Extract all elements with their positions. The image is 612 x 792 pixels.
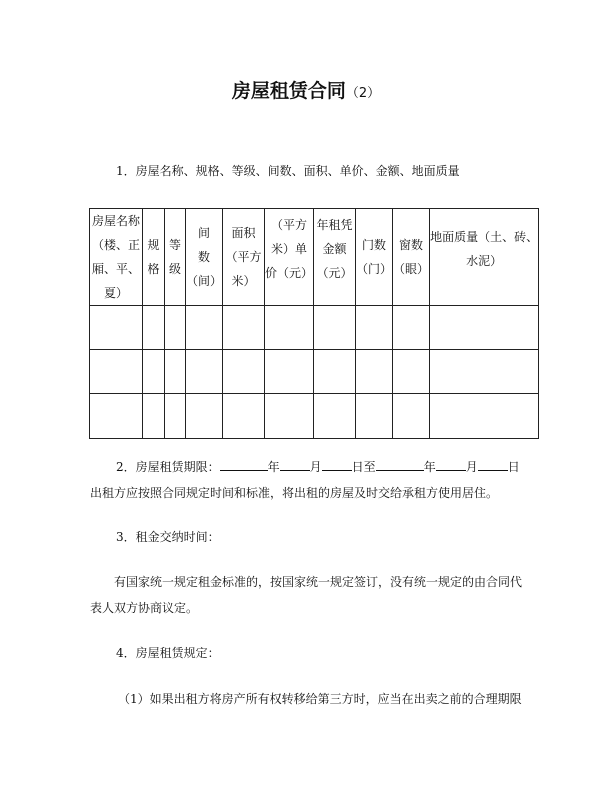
header-line: 水泥） [466, 254, 503, 268]
header-line: 级 [168, 262, 181, 276]
table-header-cell [90, 209, 143, 306]
header-line: 间 [198, 226, 211, 240]
header-line: （间） [186, 274, 223, 288]
header-line: 窗数 [399, 238, 424, 252]
table-header-cell [186, 209, 223, 306]
end-year-blank[interactable] [376, 458, 424, 471]
section-2-text: 出租方应按照合同规定时间和标准，将出租的房屋及时交给承租方使用居住。 [90, 486, 499, 500]
header-line: 面积 [231, 226, 256, 240]
header-line: 规 [147, 238, 160, 252]
start-year-blank[interactable] [220, 458, 268, 471]
header-line: （门） [356, 262, 393, 276]
table-header-cell [165, 209, 186, 306]
end-month-blank[interactable] [436, 458, 466, 471]
title-suffix: （2） [345, 86, 381, 101]
property-table [89, 208, 539, 439]
header-line: 金额 [322, 242, 347, 256]
header-line: 房屋名称 [91, 214, 140, 228]
header-line: 数 [198, 250, 211, 264]
table-header-cell [223, 209, 265, 306]
day-label: 日 [507, 460, 520, 474]
header-line: （平方 [225, 250, 262, 264]
section-2-heading [116, 458, 520, 475]
table-header-cell [314, 209, 356, 306]
header-line: （楼、正 [91, 238, 140, 252]
header-line: 地面质量（土、砖、 [430, 230, 539, 244]
table-header-row [90, 209, 539, 306]
table-header-cell [393, 209, 430, 306]
year-label: 年 [423, 460, 436, 474]
lease-term-label: 2．房屋租赁期限： [116, 460, 220, 474]
header-line: 门数 [362, 238, 387, 252]
header-line: （眼） [393, 262, 430, 276]
header-line: 格 [147, 262, 160, 276]
start-day-blank[interactable] [322, 458, 352, 471]
month-label: 月 [465, 460, 478, 474]
month-label: 月 [309, 460, 322, 474]
table-row [90, 350, 539, 394]
table-row [90, 306, 539, 350]
section-3-text-line2: 表人双方协商议定。 [90, 601, 199, 615]
section-1-heading: 1．房屋名称、规格、等级、间数、面积、单价、金额、地面质量 [116, 164, 460, 178]
header-line: 等 [168, 238, 181, 252]
table-row [90, 394, 539, 439]
table-header-cell [143, 209, 165, 306]
table-header-cell [265, 209, 314, 306]
title-text: 房屋租赁合同 [231, 80, 346, 102]
header-line: （元） [316, 266, 353, 280]
section-3-text-line1: 有国家统一规定租金标准的，按国家统一规定签订，没有统一规定的由合同代 [114, 575, 523, 589]
year-label: 年 [267, 460, 280, 474]
clause-4-1: （1）如果出租方将房产所有权转移给第三方时，应当在出卖之前的合理期限 [118, 692, 522, 706]
start-month-blank[interactable] [280, 458, 310, 471]
table-header-cell [430, 209, 539, 306]
header-line: （平方 [271, 218, 308, 232]
header-line: 米） [231, 274, 256, 288]
end-day-blank[interactable] [478, 458, 508, 471]
day-to-label: 日至 [351, 460, 376, 474]
header-line: 价（元） [265, 266, 314, 280]
section-4-heading: 4．房屋租赁规定： [116, 646, 220, 660]
document-title [0, 76, 612, 103]
header-line: 米）单 [271, 242, 308, 256]
section-3-heading: 3．租金交纳时间： [116, 530, 220, 544]
header-line: 夏） [103, 286, 128, 300]
table-header-cell [356, 209, 393, 306]
header-line: 年租凭 [316, 218, 353, 232]
header-line: 厢、平、 [91, 262, 140, 276]
